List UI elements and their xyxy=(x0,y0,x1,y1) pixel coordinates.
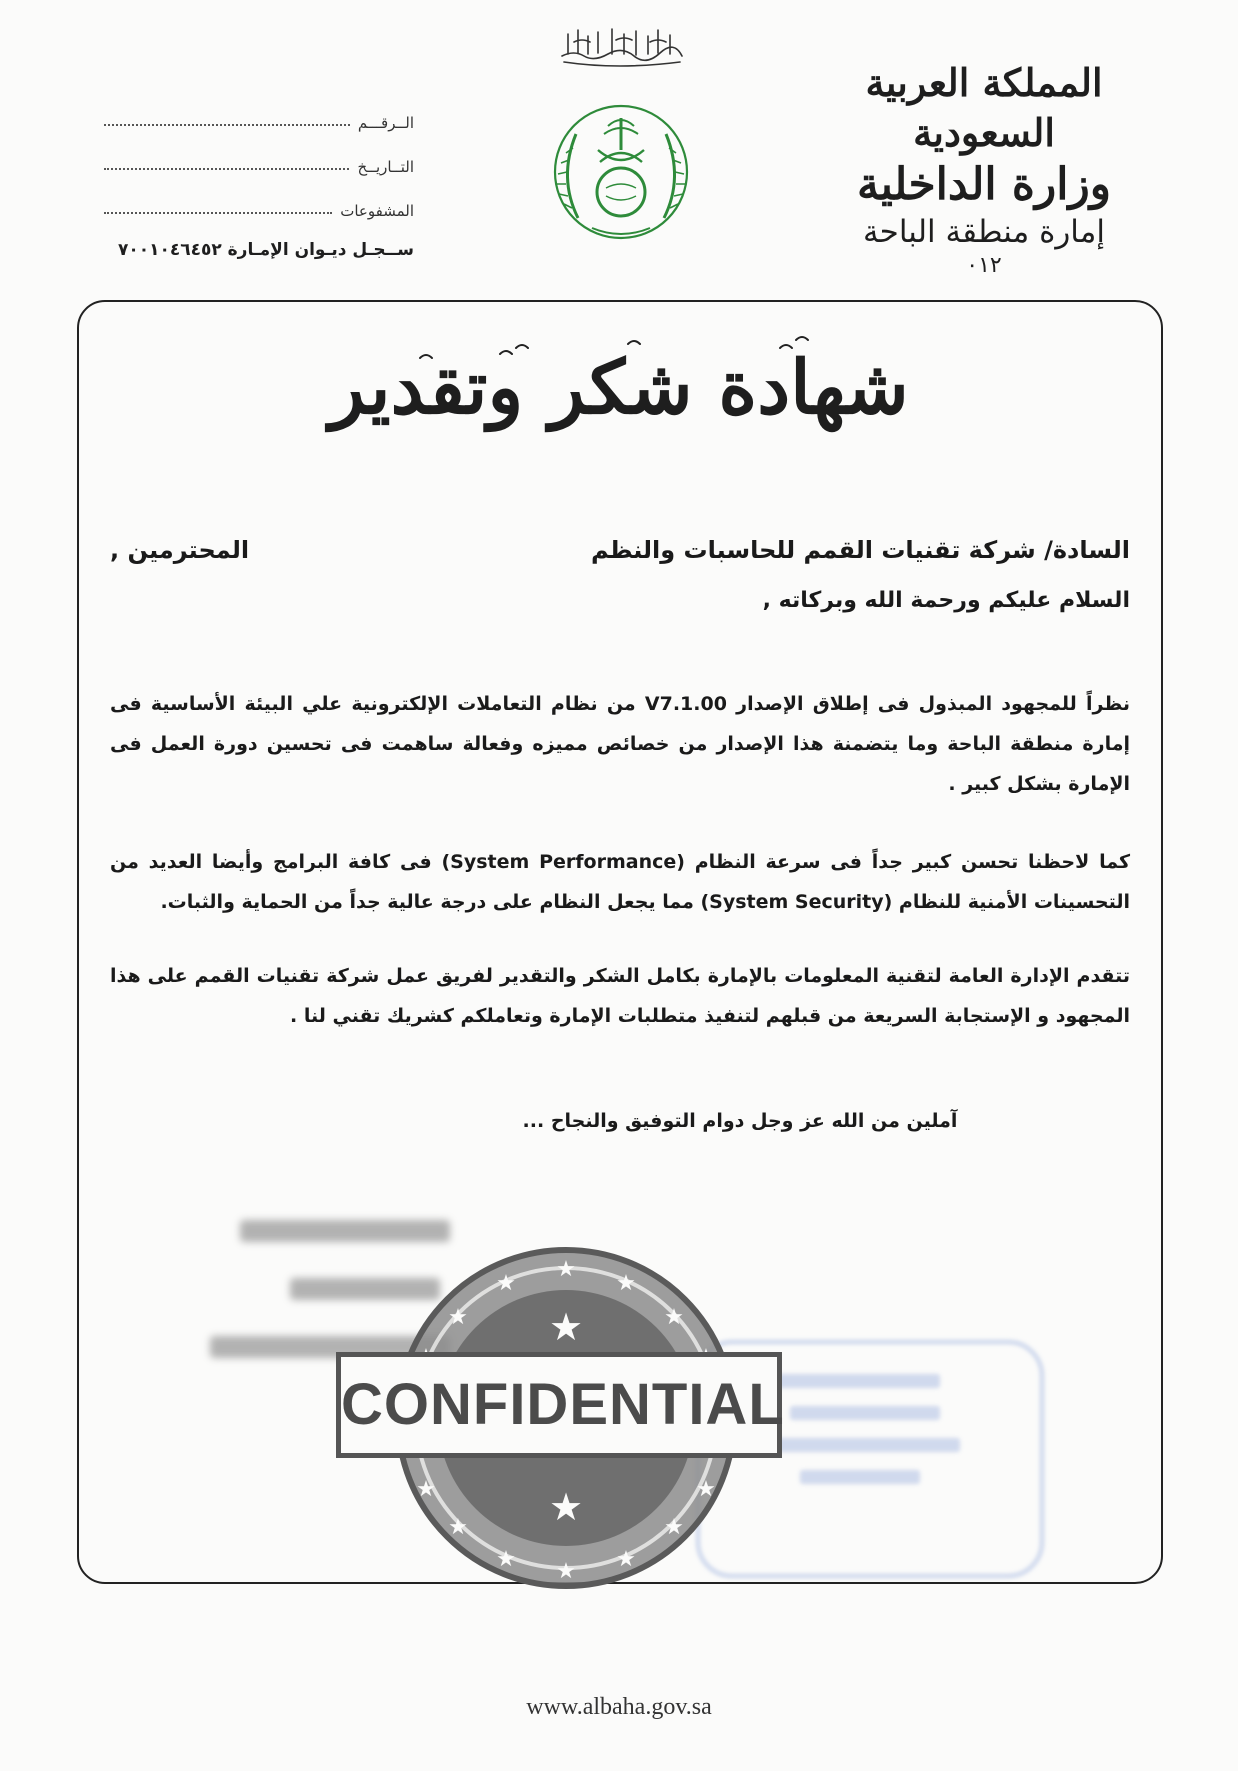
addressee-name: السادة/ شركة تقنيات القمم للحاسبات والنظم xyxy=(591,536,1130,564)
addressee-honorific: المحترمين , xyxy=(110,536,250,564)
ministry-emblem xyxy=(548,88,694,252)
reference-attachments-row xyxy=(104,176,414,220)
svg-text:★: ★ xyxy=(496,1547,516,1572)
closing-line: آملين من الله عز وجل دوام التوفيق والنجاح ... xyxy=(522,1110,958,1132)
paragraph-improvements: كما لاحظنا تحسن كبير جداً فى سرعة النظام (System Performance) فى كافة البرامج وأيضا العديد من التحسينات الأمنية للنظام (System Security) مما يجعل النظام على درجة عالية جداً من الحماية والثبات. xyxy=(110,851,1130,913)
addressee-line xyxy=(110,536,1130,564)
svg-text:★: ★ xyxy=(448,1305,468,1330)
reference-date-line xyxy=(104,167,349,170)
reference-date-label: التــاريــخ xyxy=(357,158,414,176)
emirate-name: إمارة منطقة الباحة xyxy=(863,214,1105,250)
confidential-stamp-label: CONFIDENTIAL xyxy=(336,1352,782,1458)
svg-text:★: ★ xyxy=(664,1515,684,1540)
reference-number-label: الــرقـــم xyxy=(357,114,414,132)
ministry-header xyxy=(794,58,1174,280)
kingdom-name: المملكة العربية السعودية xyxy=(865,60,1103,155)
footer-website-url: www.albaha.gov.sa xyxy=(526,1694,712,1720)
reference-date-row xyxy=(104,132,414,176)
paragraph-thanks: تتقدم الإدارة العامة لتقنية المعلومات بالإمارة بكامل الشكر والتقدير لفريق عمل شركة تقنيات القمم على هذا المجهود و الإستجابة السريعة من قبلهم لتنفيذ متطلبات الإمارة وتعاملكم كشريك تقني لنا . xyxy=(110,965,1130,1027)
reference-attachments-line xyxy=(104,211,332,214)
ministry-name: وزارة الداخلية xyxy=(857,159,1111,210)
svg-text:★: ★ xyxy=(664,1305,684,1330)
registry-number: ســجـل ديـوان الإمـارة ٧٠٠١٠٤٦٤٥٢ xyxy=(117,240,414,260)
svg-text:★: ★ xyxy=(556,1559,576,1584)
svg-text:★: ★ xyxy=(548,1485,584,1529)
svg-text:★: ★ xyxy=(696,1477,716,1502)
svg-text:★: ★ xyxy=(548,1305,584,1349)
svg-text:★: ★ xyxy=(556,1257,576,1282)
reference-number-line xyxy=(104,123,350,126)
svg-text:★: ★ xyxy=(616,1547,636,1572)
reference-fields xyxy=(104,88,414,260)
paragraph-release: نظراً للمجهود المبذول فى إطلاق الإصدار V7.1.00 من نظام التعاملات الإلكترونية علي البيئة الأساسية فى إمارة منطقة الباحة وما يتضمنة هذا الإصدار من خصائص مميزه وفعالة ساهمت فى تحسين دورة العمل فى الإمارة بشكل كبير . xyxy=(110,693,1130,795)
greeting: السلام عليكم ورحمة الله وبركاته , xyxy=(762,588,1130,613)
svg-text:★: ★ xyxy=(416,1477,436,1502)
reference-number-row xyxy=(104,88,414,132)
svg-text:★: ★ xyxy=(448,1515,468,1540)
certificate-title: شهادة شكر وتقدير xyxy=(329,345,909,431)
svg-text:★: ★ xyxy=(616,1271,636,1296)
reference-attachments-label: المشفوعات xyxy=(340,202,414,220)
basmala-calligraphy xyxy=(554,20,688,70)
emirate-code: ٠١٢ xyxy=(966,253,1002,278)
svg-text:★: ★ xyxy=(496,1271,516,1296)
